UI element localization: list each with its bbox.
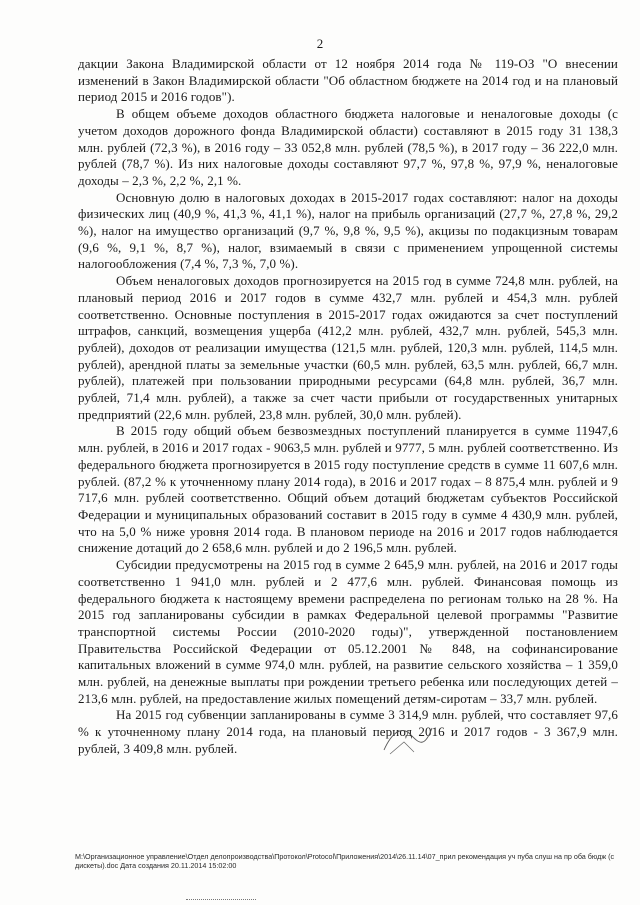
document-body bbox=[78, 56, 618, 758]
paragraph-income-overview: В общем объеме доходов областного бюджета налоговые и неналоговые доходы (с учетом доходов дорожного фонда Владимирской области) составляют в 2015 году 31 138,3 млн. рублей (72,3 %), в 2016 году – 33 052,8 млн. рублей (78,5 %), в 2017 году – 36 222,0 млн. рублей (78,7 %). Из них налоговые доходы составляют 97,7 %, 97,8 %, 97,9 %, неналоговые доходы – 2,3 %, 2,2 %, 2,1 %. bbox=[78, 106, 618, 188]
paragraph-continuation: дакции Закона Владимирской области от 12 ноября 2014 года № 119-ОЗ "О внесении изменений в Закон Владимирской области "Об областном бюджете на 2014 год и на плановый период 2015 и 2016 годов"). bbox=[78, 56, 618, 105]
file-path-footer: M:\Организационное управление\Отдел делопроизводства\Протокол\Protocol\Приложения\2014\26.11.14\07_прил рекомендация уч пуба слуш на пр оба бюдж (с дискеты).doc Дата создания 20.11.2014 15:02:00 bbox=[75, 852, 615, 870]
bottom-scan-line bbox=[186, 899, 256, 901]
paragraph-tax-structure: Основную долю в налоговых доходах в 2015-2017 годах составляют: налог на доходы физических лиц (40,9 %, 41,3 %, 41,1 %), налог на прибыль организаций (27,7 %, 27,8 %, 29,2 %), налог на имущество организаций (9,7 %, 9,8 %, 9,5 %), акцизы по подакцизным товарам (9,6 %, 9,1 %, 8,7 %), налог, взимаемый в связи с применением упрощенной системы налогообложения (7,4 %, 7,3 %, 7,0 %). bbox=[78, 189, 618, 272]
paragraph-subventions: На 2015 год субвенции запланированы в сумме 3 314,9 млн. рублей, что составляет 97,6 % к уточненному плану 2014 года, на плановый период 2016 и 2017 годов - 3 367,9 млн. рублей, 3 409,8 млн. рублей. bbox=[78, 707, 618, 756]
page-number: 2 bbox=[316, 36, 324, 51]
handwritten-mark bbox=[380, 720, 440, 760]
paragraph-gratuitous-receipts: В 2015 году общий объем безвозмездных поступлений планируется в сумме 11947,6 млн. рублей, в 2016 и 2017 годах - 9063,5 млн. рублей и 9777, 5 млн. рублей соответственно. Из федерального бюджета прогнозируется в 2015 году поступление средств в сумме 11 607,6 млн. рублей. (87,2 % к уточненному плану 2014 года), в 2016 и 2017 годах – 8 875,4 млн. рублей и 9 717,6 млн. рублей соответственно. Общий объем дотаций бюджетам субъектов Российской Федерации и муниципальных образований составит в 2015 году в сумме 4 430,9 млн. рублей, что на 5,0 % ниже уровня 2014 года. В плановом периоде на 2016 и 2017 годов наблюдается снижение дотаций до 2 658,6 млн. рублей и до 2 196,5 млн. рублей. bbox=[78, 423, 618, 556]
paragraph-non-tax-income: Объем неналоговых доходов прогнозируется на 2015 год в сумме 724,8 млн. рублей, на плановый период 2016 и 2017 годов в сумме 432,7 млн. рублей и 454,3 млн. рублей соответственно. Основные поступления в 2015-2017 годах ожидаются за счет поступлений штрафов, санкций, возмещения ущерба (412,2 млн. рублей, 432,7 млн. рублей, 545,3 млн. рублей), доходов от реализации имущества (121,5 млн. рублей, 120,3 млн. рублей, 114,5 млн. рублей), арендной платы за земельные участки (60,5 млн. рублей, 63,5 млн. рублей, 66,7 млн. рублей), платежей при пользовании природными ресурсами (64,8 млн. рублей, 36,7 млн. рублей, 71,4 млн. рублей), а также за счет части прибыли от государственных унитарных предприятий (22,6 млн. рублей, 23,8 млн. рублей, 30,0 млн. рублей). bbox=[78, 273, 618, 422]
paragraph-subsidies: Субсидии предусмотрены на 2015 год в сумме 2 645,9 млн. рублей, на 2016 и 2017 годы соответственно 1 941,0 млн. рублей и 2 477,6 млн. рублей. Финансовая помощь из федерального бюджета к настоящему времени распределена по регионам только на 28 %. На 2015 год запланированы субсидии в рамках Федеральной целевой программы "Развитие транспортной системы России (2010-2020 годы)", утвержденной постановлением Правительства Российской Федерации от 05.12.2001 № 848, на софинансирование капитальных вложений в сумме 974,0 млн. рублей, на развитие сельского хозяйства – 1 359,0 млн. рублей, на денежные выплаты при рождении третьего ребенка или последующих детей – 213,6 млн. рублей, на предоставление жилых помещений детям-сиротам – 33,7 млн. рублей. bbox=[78, 557, 618, 706]
